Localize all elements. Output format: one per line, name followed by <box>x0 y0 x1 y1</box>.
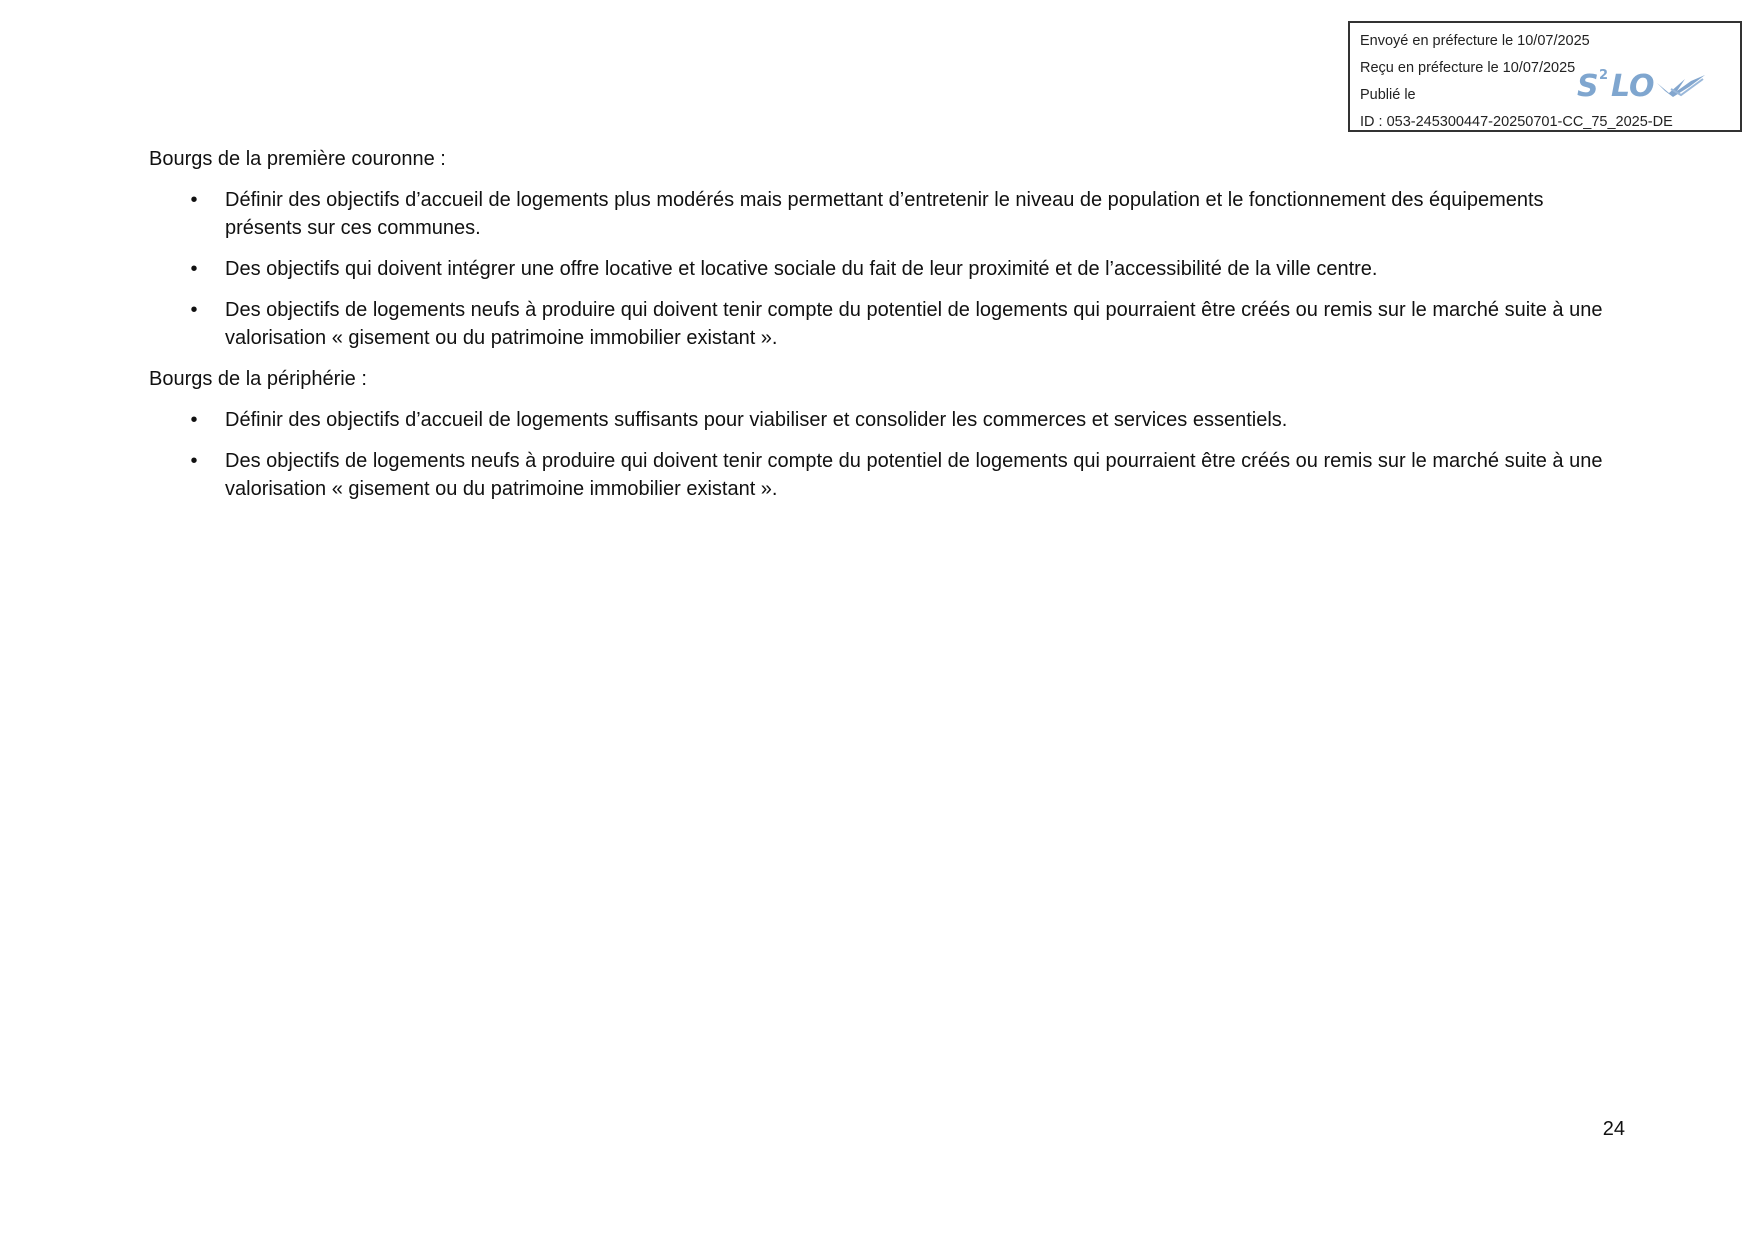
list-item-text: Définir des objectifs d’accueil de logements suffisants pour viabiliser et consolider les commerces et services essentiels. <box>225 409 1288 431</box>
svg-text:S: S <box>1577 69 1599 104</box>
page-number: 24 <box>1602 1118 1625 1140</box>
section-periphery <box>149 365 1619 503</box>
list-item-text: Des objectifs qui doivent intégrer une offre locative et locative sociale du fait de leur proximité et de l’accessibilité de la ville centre. <box>225 258 1378 280</box>
stamp-id: ID : 053-245300447-20250701-CC_75_2025-DE <box>1360 114 1673 130</box>
svg-text:LO: LO <box>1611 69 1655 104</box>
bullet-list <box>149 406 1619 503</box>
stamp-sent-date: Envoyé en préfecture le 10/07/2025 <box>1360 33 1590 49</box>
section-heading: Bourgs de la première couronne : <box>149 148 446 170</box>
list-item <box>149 255 1619 283</box>
bullet-icon: • <box>190 189 198 211</box>
section-first-ring <box>149 145 1619 352</box>
list-item <box>149 296 1619 352</box>
stamp-received-date: Reçu en préfecture le 10/07/2025 <box>1360 60 1576 76</box>
list-item-text: Définir des objectifs d’accueil de logements plus modérés mais permettant d’entretenir le niveau de population et le fonctionnement des équipements présents sur ces communes. <box>225 189 1544 239</box>
section-heading: Bourgs de la périphérie : <box>149 368 367 390</box>
list-item <box>149 186 1619 242</box>
svg-text:2: 2 <box>1599 68 1609 83</box>
list-item <box>149 406 1619 434</box>
bullet-icon: • <box>190 409 198 431</box>
bullet-icon: • <box>190 450 198 472</box>
prefecture-stamp <box>1348 21 1742 132</box>
bullet-icon: • <box>190 299 198 321</box>
document-body <box>149 145 1619 516</box>
s2lo-logo-icon <box>1575 65 1715 105</box>
stamp-published: Publié le <box>1360 87 1416 103</box>
list-item-text: Des objectifs de logements neufs à produire qui doivent tenir compte du potentiel de logements qui pourraient être créés ou remis sur le marché suite à une valorisation « gisement ou du patrimoine immobilier existant ». <box>225 450 1603 500</box>
bullet-icon: • <box>190 258 198 280</box>
list-item-text: Des objectifs de logements neufs à produire qui doivent tenir compte du potentiel de logements qui pourraient être créés ou remis sur le marché suite à une valorisation « gisement ou du patrimoine immobilier existant ». <box>225 299 1603 349</box>
bullet-list <box>149 186 1619 352</box>
list-item <box>149 447 1619 503</box>
